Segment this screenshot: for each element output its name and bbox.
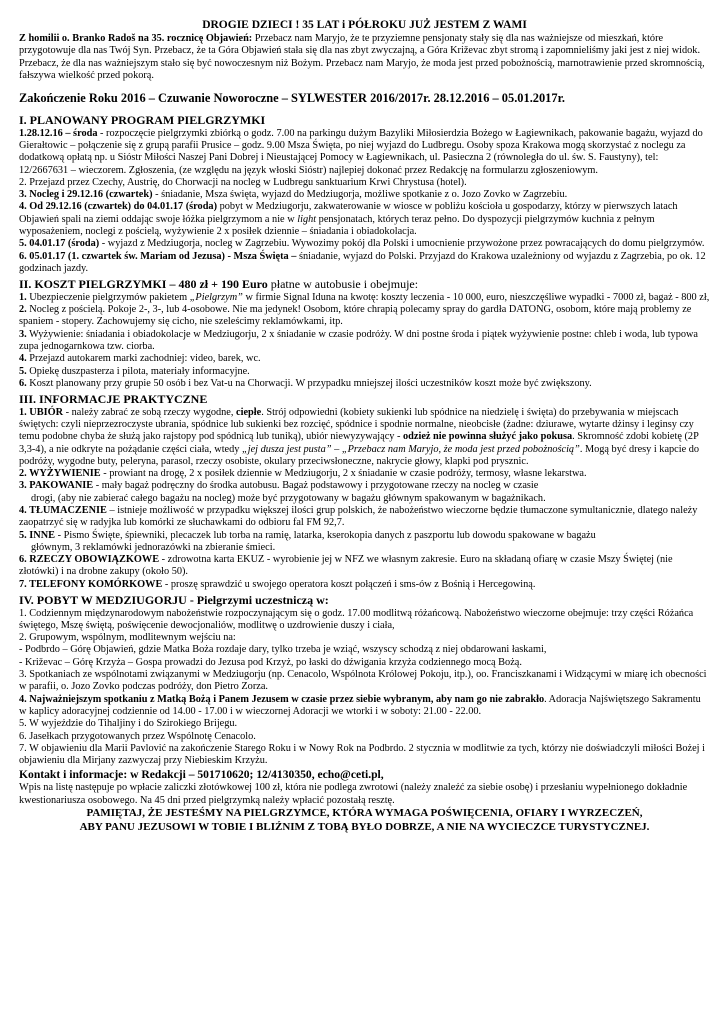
practical-clothing-text-2: . Strój odpowiedni (kobiety sukienki lub spódnice na niedzielę i święta) do przebywania w miejscach świętych: czyli nieprzezroczyste ubrania, spódnice lub sukienki bez rozcięć, spódnice i spodnie normalne, nieobcisłe (żadne: dziurawe, wytarte dżinsy i leginsy czy temu podobne chyba że służą jako rajstopy pod spódnicą lub tuniką), ubiór niewyzywający - [19, 406, 694, 443]
program-day-1-text: - rozpoczęcie pielgrzymki zbiórką o godz. 7.00 na parkingu dużym Bazyliki Miłosierdzia Bożego w Łagiewnikach, pakowanie bagażu, wyjazd do Gierałtowic – połączenie się z grupą parafii Prusice – godz. 9.00 Msza Święta, po niej wyjazd do Ludbregu. Osoby spoza Krakowa mogą skorzystać z noclegu za dodatkową opłatą np. u Sióstr Miłości Naszej Pani Dobrej i Nieustającej Pomocy w Łagiewnikach, ul. Pasieczna 2 (równoległa do ul. św. S. Faustyny), tel: 12/2667631 – wieczorem. Zgłoszenia, (ze względu na język włoski Sióstr) najlepiej dokonać przez Redakcję na formularzu zgłoszeniowym. [19, 127, 703, 176]
practical-clothing-label: 1. UBIÓR [19, 406, 64, 418]
contact-heading: Kontakt i informacje: w Redakcji – 501710620; 12/4130350, echo@ceti.pl, [19, 768, 384, 782]
practical-clothing-text-3: . Skromność zdobi kobietę (2P 3,3-4), a nie odkryte na pożądanie części ciała, wtedy [19, 431, 699, 455]
program-day-3-date: 3. Nocleg i 29.12.16 (czwartek) [19, 189, 153, 201]
practical-phones-text: - proszę sprawdzić u swojego operatora koszt połączeń i sms-ów z Bośnią i Hercegowiną. [162, 578, 536, 590]
practical-phones [19, 579, 710, 591]
program-day-6-date: 6. 05.01.17 (1. czwartek św. Mariam od Jezusa) - Msza Święta – [19, 250, 297, 262]
stay-item-2b: - Križevac – Górę Krzyża – Gospa prowadzi do Jezusa pod Krzyż, po łaski do dźwigania krzyża codziennego mocą Bożą. [19, 656, 522, 668]
practical-packing-cont: drogi, (aby nie zabierać całego bagażu na nocleg) może być przygotowany w bagażu głównym spakowanym w bagażnikach. [31, 492, 546, 504]
section-cost-heading [19, 278, 710, 292]
cost-item-4-text: Przejazd autokarem marki zachodniej: video, barek, wc. [26, 353, 261, 365]
practical-food [19, 468, 710, 480]
practical-food-label: 2. WYŻYWIENIE [19, 468, 101, 480]
cost-item-3 [19, 329, 710, 354]
stay-item-7: 7. W objawieniu dla Marii Pavlović na zakończenie Starego Roku i w Nowy Rok na Podbrdo. 2 stycznia w modlitwie za tych, którzy nie doświadczyli miłości Bożej i objawieniu dla Mirjany zazwyczaj przy Niebieskim Krzyżu. [19, 742, 705, 767]
practical-translation-text: – istnieje możliwość w przypadku większej ilości grup polskich, że nabożeństwo wieczorne będzie tłumaczone symultanicznie, dlatego należy zaopatrzyć się w radyjka lub komórki ze słuchawkami do odbioru fal FM 92,7. [19, 505, 698, 529]
cost-item-2 [19, 304, 710, 329]
cost-item-5 [19, 366, 710, 378]
program-day-5-date: 5. 04.01.17 (środa) [19, 238, 100, 250]
practical-translation-label: 4. TŁUMACZENIE [19, 505, 107, 516]
practical-mandatory-text: - zdrowotna karta EKUZ - wyrobienie jej w NFZ we własnym zakresie. Euro na składaną ofiarę w czasie Mszy Świętej (nie złotówki) i na drobne zakupy (około 50). [19, 554, 673, 578]
cost-item-1-text: Ubezpieczenie pielgrzymów pakietem [26, 291, 190, 303]
cost-heading-plain: płatne w autobusie i obejmuje: [267, 277, 419, 292]
cost-item-1-italic: „Pielgrzym” [189, 291, 243, 303]
cost-item-6-num: 6. [19, 377, 27, 389]
homily-paragraph [19, 33, 710, 82]
program-day-1 [19, 128, 710, 177]
practical-clothing [19, 407, 710, 468]
stay-item-5: 5. W wyjeździe do Tihaljiny i do Szirokiego Brijegu. [19, 718, 238, 730]
practical-other-text: - Pismo Święte, śpiewniki, plecaczek lub torba na ramię, latarka, kserokopia danych z paszportu lub dowodu spakowane w bagażu [55, 529, 596, 541]
stay-item-1: 1. Codziennym międzynarodowym nabożeństwie rozpoczynającym się o godz. 17.00 modlitwą różańcową. Nabożeństwo wieczorne obejmuje: trzy części Różańca świętego, Mszę świętą, poświęcenie dewocjonaliów, modlitwę o uzdrowienie duszy i ciała, [19, 607, 694, 631]
section-stay-heading: IV. POBYT W MEDZIUGORJU - Pielgrzymi uczestniczą w: [19, 593, 329, 608]
homily-text: Przebacz nam Maryjo, że te przyziemne pensjonaty stały się dla nas ważniejsze od mieszkań, które przygotowuje dla nas Twój Syn. Przebacz, że ta Góra Objawień stała się dla nas zbyt zwyczajną, a Góra Križevac zbyt stromą i zapomnieliśmy jaki jest z niej widok. Przebacz, że dla nas ważniejszym stało się być nowoczesnym niż Bożym. Przebacz nam Maryjo, że moda jest przed pobożnością, marnotrawienie przed skromnością, fałszywa wielkość przed pokorą. [19, 33, 705, 81]
cost-item-1 [19, 292, 710, 304]
program-day-6-text: śniadanie, wyjazd do Polski. Przyjazd do Krakowa uzależniony od wyjazdu z Zagrzebia, po ok. 12 godzinach jazdy. [19, 250, 706, 274]
cost-item-3-text: Wyżywienie: śniadania i obiadokolacje w Medziugorju, 2 x śniadanie w czasie podróży. W dni postne środa i piątek wyżywienie postne: chleb i woda, lub typowa zupa jednogarnkowa tzw. ciorba. [19, 328, 699, 352]
practical-other [19, 530, 710, 542]
practical-mandatory [19, 554, 710, 579]
program-day-2: 2. Przejazd przez Czechy, Austrię, do Chorwacji na nocleg w Ludbregu sanktuarium Krwi Chrystusa (hotel). [19, 176, 467, 188]
stay-item-2a: - Podbrdo – Górę Objawień, gdzie Matka Boża rozdaje dary, tylko trzeba je wziąć, wszyscy schodzą z niej obdarowani łaskami, [19, 644, 547, 656]
practical-clothing-emphasis: odzież nie powinna służyć jako pokusa [403, 431, 573, 443]
program-day-3 [19, 189, 710, 201]
practical-food-text: - prowiant na drogę, 2 x posiłek dziennie w Medziugorju, 2 x śniadanie w czasie podróży, termosy, własne lekarstwa. [100, 468, 587, 480]
program-day-5-text: - wyjazd z Medziugorja, nocleg w Zagrzebiu. Wywozimy pokój dla Polski i umocnienie przywożone przez powracających do domu pielgrzymów. [99, 238, 705, 250]
contact-text: Wpis na listę następuje po wpłacie zaliczki złotówkowej 100 zł, która nie podlega zwrotowi (należy znaleźć za siebie osobę) i przesłaniu wypełnionego dokładnie kwestionariusza osobowego. Na 45 dni przed pielgrzymką należy wpłacić pozostałą resztę. [19, 782, 688, 806]
practical-other-label: 5. INNE [19, 529, 56, 541]
stay-item-2: 2. Grupowym, wspólnym, modlitewnym wejściu na: [19, 632, 236, 644]
homily-source: Z homilii o. Branko Radoš na 35. rocznicę Objawień: [19, 33, 253, 44]
program-day-6 [19, 251, 710, 276]
program-day-4-italic: light [297, 213, 317, 225]
stay-item-3: 3. Spotkaniach ze wspólnotami związanymi w Medziugorju (np. Cenacolo, Wspólnota Królowej Pokoju, itp.), oo. Franciszkanami i Widzącymi w miarę ich obecności w parafii, o. Jozo Zovko podczas podróży, don Pietro Zorza. [19, 669, 707, 693]
cost-item-2-text: Nocleg z pościelą. Pokoje 2-, 3-, lub 4-osobowe. Nie ma jedynek! Osobom, które chrapią polecamy spray do gardła DATONG, osobom, które mają problemy ze spaniem - stopery. Zachowujemy się cicho, nie szeleścimy reklamówkami, itp. [19, 304, 692, 328]
practical-clothing-quote-2: „Przebacz nam Maryjo, że moda jest przed pobożnością” [341, 443, 580, 455]
practical-other-cont: głównym, 3 reklamówki jednorazówki na zbieranie śmieci. [31, 541, 276, 553]
practical-packing [19, 480, 710, 492]
cost-item-1-text-2: w firmie Signal Iduna na kwotę: koszty leczenia - 10 000, euro, nieszczęśliwe wypadki - 7000 zł, bagaż - 800 zł, [242, 291, 710, 303]
stay-item-6: 6. Jasełkach przygotowanych przez Wspólnotę Cenacolo. [19, 730, 256, 742]
practical-clothing-text: - należy zabrać ze sobą rzeczy wygodne, [63, 406, 237, 418]
event-title: Zakończenie Roku 2016 – Czuwanie Noworoczne – SYLWESTER 2016/2017r. 28.12.2016 – 05.01.2017r. [19, 91, 566, 106]
practical-translation [19, 505, 710, 530]
program-day-5 [19, 238, 710, 250]
program-day-4-text: pobyt w Medziugorju, zakwaterowanie w wiosce w pobliżu kościoła u gospodarzy, którzy w pierwszych latach Objawień spali na ziemi oddając swoje łóżka pielgrzymom a nie w [19, 201, 678, 225]
section-program-heading: I. PLANOWANY PROGRAM PIELGRZYMKI [19, 113, 266, 128]
practical-clothing-quote-1: „jej dusza jest pusta” [242, 443, 332, 455]
practical-phones-label: 7. TELEFONY KOMÓRKOWE [19, 578, 163, 590]
stay-item-4-text: . Adoracja Najświętszego Sakramentu w kaplicy adoracyjnej codziennie od 14.00 - 17.00 i w wieczornej Adoracji we wtorki i w soboty: 21.00 - 22.00. [19, 693, 701, 717]
cost-item-3-num: 3. [19, 328, 27, 340]
program-day-1-date: 1.28.12.16 – środa [19, 127, 98, 139]
cost-item-6-text: Koszt planowany przy grupie 50 osób i bez Vat-u na Chorwacji. W przypadku mniejszej ilości uczestników koszt może być zwiększony. [26, 377, 592, 389]
cost-item-5-text: Opiekę duszpasterza i pilota, materiały informacyjne. [26, 365, 250, 377]
stay-item-4-bold: 4. Najważniejszym spotkaniu z Matką Bożą i Panem Jezusem w czasie przez siebie wybranym, aby nam go nie zabrakło [19, 693, 545, 705]
stay-item-4 [19, 694, 710, 719]
practical-clothing-text-4: . Mogą być dresy i kapcie do podróży, wygodne buty, peleryna, parasol, rzeczy osobiste, okulary przeciwsłoneczne, nakrycie głowy, klapki pod prysznic. [19, 443, 700, 467]
cost-heading-bold: II. KOSZT PIELGRZYMKI – 480 zł + 190 Euro [19, 277, 268, 292]
cost-item-6 [19, 378, 710, 390]
practical-packing-text: - mały bagaż podręczny do środka autobusu. Bagaż podstawowy i przygotowane rzeczy na nocleg w czasie [93, 480, 539, 492]
page-title: DROGIE DZIECI ! 35 LAT i PÓŁROKU JUŻ JESTEM Z WAMI [202, 19, 527, 31]
cost-item-1-num: 1. [19, 291, 27, 303]
practical-packing-label: 3. PAKOWANIE [19, 480, 94, 492]
closing-line-1: PAMIĘTAJ, ŻE JESTEŚMY NA PIELGRZYMCE, KTÓRA WYMAGA POŚWIĘCENIA, OFIARY I WYRZECZEŃ, [86, 807, 643, 820]
cost-item-4 [19, 353, 710, 365]
program-day-4-text-2: pensjonatach, których teraz pełno. Do dyspozycji pielgrzymów kuchnia z pełnym wyposażeniem, noclegi z pościelą, wyżywienie 2 x posiłek dziennie – śniadania i obiadokolacja. [19, 213, 655, 238]
cost-item-5-num: 5. [19, 365, 27, 377]
practical-clothing-warm: ciepłe [236, 406, 262, 418]
cost-item-2-num: 2. [19, 304, 27, 316]
program-day-4-date: 4. Od 29.12.16 (czwartek) do 04.01.17 (środa) [19, 201, 218, 213]
program-day-4 [19, 201, 710, 238]
closing-line-2: ABY PANU JEZUSOWI W TOBIE I BLIŹNIM Z TOBĄ BYŁO DOBRZE, A NIE NA WYCIECZCE TURYSTYCZNEJ. [79, 820, 650, 833]
cost-item-4-num: 4. [19, 353, 27, 365]
section-practical-heading: III. INFORMACJE PRAKTYCZNE [19, 392, 208, 407]
program-day-3-text: - śniadanie, Msza święta, wyjazd do Medziugorja, możliwe spotkanie z o. Jozo Zovko w Zagrzebiu. [152, 189, 568, 201]
practical-clothing-dash: – [331, 443, 342, 455]
practical-mandatory-label: 6. RZECZY OBOWIĄZKOWE [19, 554, 160, 566]
